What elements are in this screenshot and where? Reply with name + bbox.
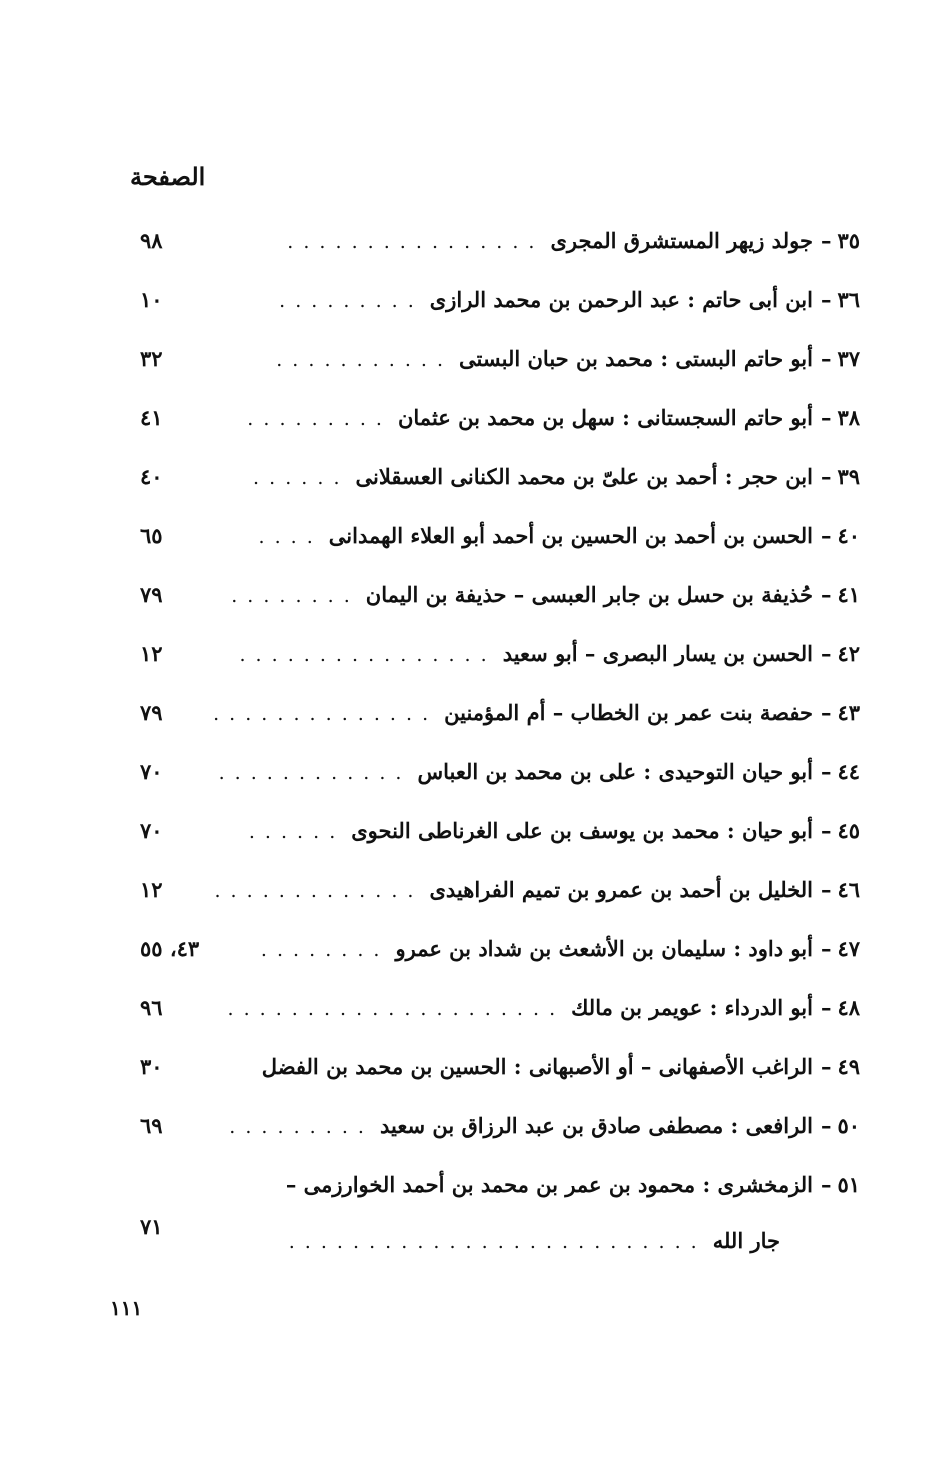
toc-entry <box>120 936 860 976</box>
entry-content <box>258 523 860 548</box>
entry-page-number: ٩٦ <box>140 995 163 1020</box>
entry-page-number: ٧١ <box>140 1214 163 1239</box>
entry-dash: – <box>820 1113 832 1138</box>
entry-page-number: ١٠ <box>140 287 163 312</box>
entry-dash: – <box>820 287 832 312</box>
entry-content <box>279 287 860 312</box>
entry-title: الرافعى : مصطفى صادق بن عبد الرزاق بن سعيد <box>379 1113 813 1138</box>
dot-leader: . . . . . . . . . . . . . . . . <box>239 644 489 666</box>
entry-title: الخليل بن أحمد بن عمرو بن تميم الفراهيدى <box>429 877 813 902</box>
entry-dash: – <box>820 700 832 725</box>
entry-dash: – <box>820 1054 832 1079</box>
entry-number: ٤١ <box>837 582 860 607</box>
entry-content <box>276 346 860 371</box>
entry-page-number: ٩٨ <box>140 228 163 253</box>
entry-title: أبو داود : سليمان بن الأشعث بن شداد بن عمرو <box>395 936 813 961</box>
continuation-content <box>289 1228 780 1253</box>
dot-leader: . . . . . . <box>253 467 342 489</box>
entry-title: أبو حاتم السجستانى : سهل بن محمد بن عثمان <box>397 405 813 430</box>
entry-title: ابن أبى حاتم : عبد الرحمن بن محمد الرازى <box>429 287 813 312</box>
dot-leader: . . . . . . . . . . . . . . <box>213 703 431 725</box>
toc-entry <box>120 818 860 858</box>
entry-dash: – <box>820 936 832 961</box>
entry-page-number: ٣٢ <box>140 346 163 371</box>
entry-title: أبو حيان : محمد بن يوسف بن على الغرناطى النحوى <box>351 818 813 843</box>
entry-dash: – <box>820 641 832 666</box>
dot-leader: . . . . . . <box>248 821 338 843</box>
entry-content <box>272 1172 860 1197</box>
entry-number: ٣٨ <box>837 405 860 430</box>
toc-entry <box>120 759 860 799</box>
toc-entry <box>120 346 860 386</box>
entry-content <box>219 759 860 784</box>
entry-title: الحسن بن أحمد بن الحسين بن أحمد أبو العلاء الهمدانى <box>328 523 813 548</box>
entry-page-number: ٦٩ <box>140 1113 163 1138</box>
toc-entry <box>120 641 860 681</box>
entry-title: أبو حيان التوحيدى : على بن محمد بن العباس <box>417 759 813 784</box>
entry-title: الراغب الأصفهانى – أو الأصبهانى : الحسين بن محمد بن الفضل <box>261 1054 813 1079</box>
footer-page-number: ١١١ <box>110 1296 143 1320</box>
entry-page-number: ١٢ <box>140 641 163 666</box>
entry-page-number: ٧٠ <box>140 818 163 843</box>
dot-leader: . . . . . . . . . . . . . . . . <box>287 231 537 253</box>
entry-content <box>253 464 860 489</box>
entry-title: حفصة بنت عمر بن الخطاب – أم المؤمنين <box>444 700 813 725</box>
entry-content <box>261 936 860 961</box>
dot-leader: . . . . . . . . . . . <box>276 349 446 371</box>
dot-leader: . . . . . . . . . . . . . . . . . . . . . . . . . . <box>288 1231 699 1253</box>
entry-title: حُذيفة بن حسل بن جابر العبسى – حذيفة بن اليمان <box>365 582 813 607</box>
entry-title: أبو حاتم البستى : محمد بن حبان البستى <box>459 346 813 371</box>
toc-entry <box>120 877 860 917</box>
toc-entry <box>120 405 860 445</box>
dot-leader: . . . . . . . . . . . . . . . . . . . . . <box>227 998 558 1020</box>
toc-entry <box>120 582 860 622</box>
entry-number: ٤٩ <box>837 1054 860 1079</box>
toc-entry <box>120 1172 860 1212</box>
entry-dash: – <box>820 464 832 489</box>
dot-leader: . . . . . . . . <box>260 939 382 961</box>
dot-leader: . . . . . . . . . <box>247 408 384 430</box>
dot-leader: . . . . . . . . . . . . <box>218 762 404 784</box>
entry-title: الزمخشرى : محمود بن عمر بن محمد بن أحمد الخوارزمى – <box>285 1172 813 1197</box>
entry-number: ٣٥ <box>837 228 860 253</box>
entry-dash: – <box>820 582 832 607</box>
entry-content <box>249 818 860 843</box>
dot-leader: . . . . <box>258 526 315 548</box>
dot-leader: . . . . . . . . . <box>279 290 416 312</box>
entry-number: ٤٧ <box>837 936 860 961</box>
entry-dash: – <box>820 523 832 548</box>
entry-number: ٤٢ <box>837 641 860 666</box>
entry-dash: – <box>820 818 832 843</box>
entry-page-number: ٧٩ <box>140 582 163 607</box>
entry-page-number: ٣٠ <box>140 1054 163 1079</box>
entry-title: جار الله <box>712 1228 780 1253</box>
entry-dash: – <box>820 228 832 253</box>
entry-page-number: ٤١ <box>140 405 163 430</box>
entry-number: ٤٤ <box>837 759 860 784</box>
entry-content <box>239 641 860 666</box>
entry-number: ٣٩ <box>837 464 860 489</box>
entry-page-number: ٧٩ <box>140 700 163 725</box>
entry-title: الحسن بن يسار البصرى – أبو سعيد <box>502 641 813 666</box>
entry-number: ٤٠ <box>837 523 860 548</box>
entry-content <box>248 1054 860 1079</box>
toc-entry <box>120 1113 860 1153</box>
entry-number: ٤٦ <box>837 877 860 902</box>
entry-title: أبو الدرداء : عويمر بن مالك <box>571 995 813 1020</box>
entry-content <box>213 700 860 725</box>
entry-page-number: ٧٠ <box>140 759 163 784</box>
toc-entry <box>120 287 860 327</box>
entry-dash: – <box>820 346 832 371</box>
toc-entry <box>120 464 860 504</box>
entry-number: ٤٨ <box>837 995 860 1020</box>
toc-entry <box>120 523 860 563</box>
entry-content <box>287 228 860 253</box>
entry-number: ٣٧ <box>837 346 860 371</box>
entry-number: ٥١ <box>837 1172 860 1197</box>
entry-content <box>227 995 860 1020</box>
entry-dash: – <box>820 759 832 784</box>
entry-page-number: ٤٠ <box>140 464 163 489</box>
entry-dash: – <box>820 877 832 902</box>
entry-number: ٤٥ <box>837 818 860 843</box>
entry-dash: – <box>820 405 832 430</box>
entry-dash: – <box>820 1172 832 1197</box>
entry-number: ٥٠ <box>837 1113 860 1138</box>
entry-content <box>214 877 860 902</box>
entry-page-number: ٦٥ <box>140 523 163 548</box>
entry-number: ٤٣ <box>837 700 860 725</box>
dot-leader: . . . . . . . . . <box>229 1116 366 1138</box>
page-column-heading: الصفحة <box>130 162 206 191</box>
toc-entry <box>120 1054 860 1094</box>
entry-dash: – <box>820 995 832 1020</box>
dot-leader: . . . . . . . . <box>231 585 352 607</box>
toc-entry <box>120 228 860 268</box>
dot-leader: . . . . . . . . . . . . . <box>214 880 416 902</box>
entry-number: ٣٦ <box>837 287 860 312</box>
toc-entry <box>120 995 860 1035</box>
entry-page-number: ٤٣، ٥٥ <box>140 936 200 961</box>
entry-title: ابن حجر : أحمد بن علىّ بن محمد الكنانى العسقلانى <box>355 464 813 489</box>
entry-content <box>247 405 860 430</box>
toc-entry-continuation <box>120 1214 860 1268</box>
entry-content <box>231 582 860 607</box>
entry-page-number: ١٢ <box>140 877 163 902</box>
entry-title: جولد زيهر المستشرق المجرى <box>550 228 813 253</box>
toc-entry <box>120 700 860 740</box>
entry-content <box>229 1113 860 1138</box>
